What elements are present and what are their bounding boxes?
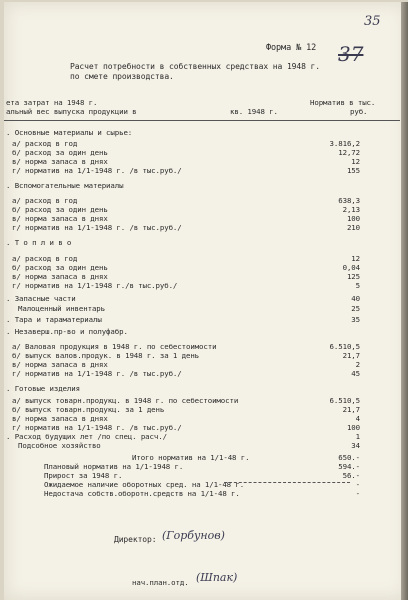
row-label: а/ расход в год	[12, 139, 78, 148]
row-value: 1	[355, 432, 360, 441]
row-value: 35	[351, 315, 360, 324]
row-label: в/ норма запаса в днях	[12, 214, 108, 223]
row-label: а/ расход в год	[12, 254, 78, 263]
row-value: 125	[346, 272, 360, 281]
row-value: 155	[346, 166, 360, 175]
row-value: 40	[351, 294, 360, 303]
total-value: 650.-	[338, 453, 360, 462]
section-heading: . Расход будущих лет /по спец. расч./	[6, 432, 167, 441]
row-label: г/ норматив на 1/1-1948 г. /в тыс.руб./	[12, 166, 182, 175]
row-value: 4	[355, 414, 360, 423]
row-value: 2	[355, 360, 360, 369]
total-label: Плановый норматив на 1/1-1948 г.	[44, 462, 184, 471]
row-label: б/ расход за один день	[12, 263, 108, 272]
row-value: 12,72	[338, 148, 360, 157]
header-left-1: ета затрат на 1948 г.	[6, 98, 98, 107]
planning-label: нач.план.отд.	[132, 578, 189, 587]
document-sheet	[4, 2, 408, 600]
section-heading: . Тара и тараматериалы	[6, 315, 102, 324]
planning-signature: (Шпак)	[196, 571, 238, 584]
section-heading: . Т о п л и в о	[6, 238, 72, 247]
row-label: б/ выпуск товарн.продукц. за 1 день	[12, 405, 165, 414]
header-rule	[4, 120, 400, 121]
section-heading: . Вспомогательные материалы	[6, 181, 124, 190]
row-value: 6.510,5	[329, 396, 360, 405]
director-label: Директор:	[114, 535, 157, 544]
director-signature: (Горбунов)	[162, 529, 225, 542]
row-label: в/ норма запаса в днях	[12, 414, 108, 423]
row-label: в/ норма запаса в днях	[12, 157, 108, 166]
row-value: 0,04	[342, 263, 360, 272]
total-label: Ожидаемое наличие оборотных сред. на 1/1-48 г.	[44, 480, 245, 489]
row-label: г/ норматив на 1/1-1948 г./в тыс.руб./	[12, 281, 178, 290]
row-value: 45	[351, 369, 360, 378]
title-line-2: по смете производства.	[70, 72, 174, 81]
row-value: 3.816,2	[329, 139, 360, 148]
row-label: а/ расход в год	[12, 196, 78, 205]
row-label: в/ норма запаса в днях	[12, 272, 108, 281]
section-heading: . Готовые изделия	[6, 384, 80, 393]
row-label: б/ расход за один день	[12, 205, 108, 214]
row-label: б/ расход за один день	[12, 148, 108, 157]
row-value: 6.510,5	[329, 342, 360, 351]
row-value: 638,3	[338, 196, 360, 205]
row-value: 210	[346, 223, 360, 232]
row-label: а/ Валовая продукция в 1948 г. по себестоимости	[12, 342, 217, 351]
total-label: Итого норматив на 1/1-48 г.	[132, 453, 250, 462]
section-heading: . Запасные части	[6, 294, 76, 303]
header-left-2: альный вес выпуска продукции в	[6, 107, 137, 116]
row-value: 21,7	[342, 351, 360, 360]
section-heading: . Основные материалы и сырье:	[6, 128, 133, 137]
row-value: 25	[351, 304, 360, 313]
page-number-crossed: 37	[338, 42, 364, 66]
totals-rule	[224, 482, 350, 483]
row-value: 5	[355, 281, 360, 290]
row-value: 100	[346, 423, 360, 432]
section-heading: . Незаверш.пр-во и полуфабр.	[6, 327, 128, 336]
row-label: в/ норма запаса в днях	[12, 360, 108, 369]
row-value: 12	[351, 254, 360, 263]
title-line-1: Расчет потребности в собственных средствах на 1948 г.	[70, 62, 320, 71]
row-label: г/ норматив на 1/1-1948 г. /в тыс.руб./	[12, 423, 182, 432]
total-value: -	[355, 489, 360, 498]
total-label: Недостача собств.оборотн.средств на 1/1-48 г.	[44, 489, 240, 498]
row-label: б/ выпуск валов.продук. в 1948 г. за 1 день	[12, 351, 200, 360]
row-label: а/ выпуск товарн.продукц. в 1948 г. по себестоимости	[12, 396, 239, 405]
form-label: Форма № 12	[266, 43, 317, 53]
row-value: 12	[351, 157, 360, 166]
row-value: 21,7	[342, 405, 360, 414]
header-right-2: руб.	[350, 107, 368, 116]
row-label: Малоценный инвентарь	[18, 304, 105, 313]
header-mid: кв. 1948 г.	[230, 107, 278, 116]
row-label: г/ норматив на 1/1-1948 г. /в тыс.руб./	[12, 223, 182, 232]
page-number-handwritten: 35	[364, 14, 381, 29]
row-value: 100	[346, 214, 360, 223]
row-label: Подсобное хозяйство	[18, 441, 101, 450]
row-value: 34	[351, 441, 360, 450]
total-value: 594.-	[338, 462, 360, 471]
row-value: 2,13	[342, 205, 360, 214]
total-label: Прирост за 1948 г.	[44, 471, 123, 480]
total-value: 56.-	[342, 471, 360, 480]
total-value: -	[355, 480, 360, 489]
binding-edge	[401, 2, 408, 600]
header-right-1: Норматив в тыс.	[310, 98, 376, 107]
row-label: г/ норматив на 1/1-1948 г. /в тыс.руб./	[12, 369, 182, 378]
